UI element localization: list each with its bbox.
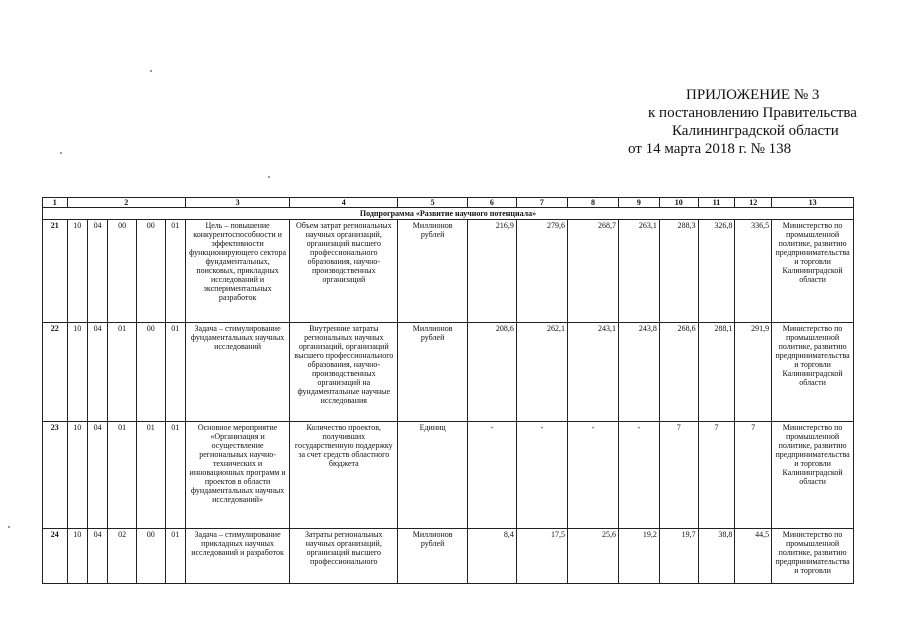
code-cell: 01 bbox=[165, 422, 185, 529]
appendix-title: ПРИЛОЖЕНИЕ № 3 bbox=[686, 87, 820, 103]
row-number: 22 bbox=[43, 323, 68, 422]
indicator-name: Внутренние затраты региональных научных организаций, организаций высшего профессионального образования, научно-производственных организаций на фундаментальные научные исследования bbox=[290, 323, 398, 422]
code-cell: 04 bbox=[87, 220, 107, 323]
responsible-cell: Министерство по промышленной политике, развитию предпринимательства и торговли Калининградской области bbox=[772, 422, 854, 529]
row-number: 21 bbox=[43, 220, 68, 323]
activity-name: Цель – повышение конкурентоспособности и эффективности функционирующего сектора фундаментальных, поисковых, прикладных исследований и экспериментальных разработок bbox=[186, 220, 290, 323]
value-cell: 7 bbox=[659, 422, 698, 529]
value-cell: 243,1 bbox=[567, 323, 618, 422]
value-cell: 336,5 bbox=[735, 220, 772, 323]
value-cell: 326,8 bbox=[698, 220, 735, 323]
code-cell: 00 bbox=[136, 529, 165, 584]
code-cell: 00 bbox=[136, 220, 165, 323]
value-cell: 216,9 bbox=[467, 220, 516, 323]
code-cell: 10 bbox=[67, 422, 87, 529]
value-cell: 17,5 bbox=[516, 529, 567, 584]
value-cell: 268,6 bbox=[659, 323, 698, 422]
value-cell: 279,6 bbox=[516, 220, 567, 323]
resolution-date-number: от 14 марта 2018 г. № 138 bbox=[628, 141, 792, 157]
value-cell: 288,1 bbox=[698, 323, 735, 422]
value-cell: 291,9 bbox=[735, 323, 772, 422]
region-name: Калининградской области bbox=[672, 123, 839, 139]
code-cell: 01 bbox=[136, 422, 165, 529]
code-cell: 01 bbox=[165, 323, 185, 422]
column-number: 11 bbox=[698, 198, 735, 208]
unit-cell: Миллионов рублей bbox=[398, 529, 467, 584]
value-cell: 268,7 bbox=[567, 220, 618, 323]
value-cell: 44,5 bbox=[735, 529, 772, 584]
code-cell: 01 bbox=[108, 422, 137, 529]
value-cell: 8,4 bbox=[467, 529, 516, 584]
code-cell: 01 bbox=[165, 220, 185, 323]
value-cell: 7 bbox=[698, 422, 735, 529]
column-number: 13 bbox=[772, 198, 854, 208]
column-number: 8 bbox=[567, 198, 618, 208]
column-number: 4 bbox=[290, 198, 398, 208]
code-cell: 00 bbox=[136, 323, 165, 422]
resolution-reference: к постановлению Правительства bbox=[648, 105, 857, 121]
subprogram-title: Подпрограмма «Развитие научного потенциала» bbox=[43, 208, 854, 220]
code-cell: 04 bbox=[87, 529, 107, 584]
column-number: 7 bbox=[516, 198, 567, 208]
value-cell: 262,1 bbox=[516, 323, 567, 422]
value-cell: - bbox=[467, 422, 516, 529]
indicators-table bbox=[42, 197, 854, 584]
value-cell: 7 bbox=[735, 422, 772, 529]
scan-speck bbox=[8, 526, 10, 528]
column-number: 12 bbox=[735, 198, 772, 208]
table-row bbox=[43, 220, 854, 323]
code-cell: 10 bbox=[67, 323, 87, 422]
activity-name: Задача – стимулирование прикладных научных исследований и разработок bbox=[186, 529, 290, 584]
code-cell: 00 bbox=[108, 220, 137, 323]
value-cell: 19,2 bbox=[619, 529, 660, 584]
value-cell: 38,8 bbox=[698, 529, 735, 584]
scan-speck bbox=[60, 152, 62, 154]
value-cell: 243,8 bbox=[619, 323, 660, 422]
column-number: 10 bbox=[659, 198, 698, 208]
subprogram-row bbox=[43, 208, 854, 220]
column-number: 1 bbox=[43, 198, 68, 208]
value-cell: 263,1 bbox=[619, 220, 660, 323]
column-number: 3 bbox=[186, 198, 290, 208]
code-cell: 01 bbox=[165, 529, 185, 584]
column-number: 6 bbox=[467, 198, 516, 208]
scan-speck bbox=[150, 70, 152, 72]
value-cell: 208,6 bbox=[467, 323, 516, 422]
code-cell: 10 bbox=[67, 529, 87, 584]
code-cell: 10 bbox=[67, 220, 87, 323]
code-cell: 01 bbox=[108, 323, 137, 422]
value-cell: 19,7 bbox=[659, 529, 698, 584]
indicator-name: Количество проектов, получивших государственную поддержку за счет средств областного бюджета bbox=[290, 422, 398, 529]
activity-name: Основное мероприятие «Организация и осуществление региональных научно-технических и инновационных программ и проектов в области фундаментальных научных исследований» bbox=[186, 422, 290, 529]
indicator-name: Объем затрат региональных научных организаций, организаций высшего профессионального образования, научно-производственных организаций bbox=[290, 220, 398, 323]
responsible-cell: Министерство по промышленной политике, развитию предпринимательства и торговли bbox=[772, 529, 854, 584]
code-cell: 02 bbox=[108, 529, 137, 584]
activity-name: Задача – стимулирование фундаментальных научных исследований bbox=[186, 323, 290, 422]
table-row bbox=[43, 529, 854, 584]
column-number: 9 bbox=[619, 198, 660, 208]
row-number: 24 bbox=[43, 529, 68, 584]
table-row bbox=[43, 323, 854, 422]
unit-cell: Миллионов рублей bbox=[398, 220, 467, 323]
responsible-cell: Министерство по промышленной политике, развитию предпринимательства и торговли Калининградской области bbox=[772, 220, 854, 323]
scan-speck bbox=[268, 176, 270, 178]
indicator-name: Затраты региональных научных организаций, организаций высшего профессионального bbox=[290, 529, 398, 584]
column-number-row bbox=[43, 198, 854, 208]
responsible-cell: Министерство по промышленной политике, развитию предпринимательства и торговли Калининградской области bbox=[772, 323, 854, 422]
column-number: 2 bbox=[67, 198, 186, 208]
table-row bbox=[43, 422, 854, 529]
value-cell: 25,6 bbox=[567, 529, 618, 584]
value-cell: - bbox=[619, 422, 660, 529]
value-cell: - bbox=[567, 422, 618, 529]
value-cell: 288,3 bbox=[659, 220, 698, 323]
code-cell: 04 bbox=[87, 422, 107, 529]
column-number: 5 bbox=[398, 198, 467, 208]
unit-cell: Единиц bbox=[398, 422, 467, 529]
unit-cell: Миллионов рублей bbox=[398, 323, 467, 422]
row-number: 23 bbox=[43, 422, 68, 529]
code-cell: 04 bbox=[87, 323, 107, 422]
value-cell: - bbox=[516, 422, 567, 529]
